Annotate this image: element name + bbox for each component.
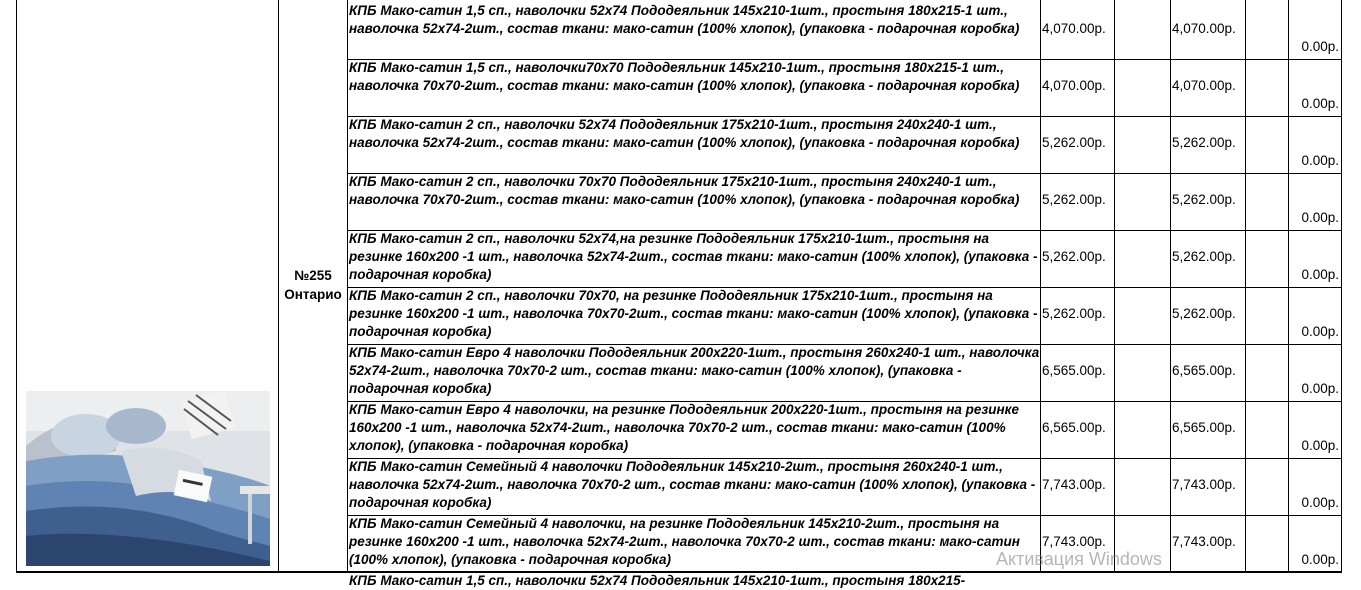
row-7-price: 6,565.00р. (1042, 363, 1106, 378)
row-7-description: КПБ Мако-сатин Евро 4 наволочки Пододеяльник 200х220-1шт., простыня 260х240-1 шт., наволочка 52х74-2шт., наволочка 70х70-2 шт., состав ткани: мако-сатин (100% хлопок), (упаковка - подарочная коробка) (349, 345, 1040, 396)
row-6-total: 5,262.00р. (1172, 306, 1236, 321)
row-7-total: 6,565.00р. (1172, 363, 1236, 378)
model-label (279, 266, 347, 304)
row-6-description: КПБ Мако-сатин 2 сп., наволочки 70х70, на резинке Пододеяльник 175х210-1шт., простыня на резинке 160х200 -1 шт., наволочка 70х70-2шт., состав ткани: мако-сатин (100% хлопок), (упаковка - подарочная коробка) (349, 288, 1038, 339)
row-9-description: КПБ Мако-сатин Семейный 4 наволочки Пододеяльник 145х210-2шт., простыня 260х240-1 шт., наволочка 52х74-2шт., наволочка 70х70-2 шт., состав ткани: мако-сатин (100% хлопок), (упаковка - подарочная коробка) (349, 459, 1036, 510)
row-5-total: 5,262.00р. (1172, 249, 1236, 264)
model-name: Онтарио (284, 287, 342, 302)
model-number: №255 (294, 268, 332, 283)
grid-line (1170, 0, 1171, 572)
activation-watermark: Активация Windows (996, 549, 1162, 569)
row-9-price: 7,743.00р. (1042, 477, 1106, 492)
row-10-price: 7,743.00р. (1042, 534, 1106, 549)
grid-line (1245, 0, 1246, 572)
row-6-discount: 0.00р. (1301, 324, 1339, 339)
row-7-discount: 0.00р. (1301, 381, 1339, 396)
row-9-discount: 0.00р. (1301, 495, 1339, 510)
row-8-total: 6,565.00р. (1172, 420, 1236, 435)
row-4-price: 5,262.00р. (1042, 192, 1106, 207)
row-3-total: 5,262.00р. (1172, 135, 1236, 150)
row-2-total: 4,070.00р. (1172, 78, 1236, 93)
row-8-discount: 0.00р. (1301, 438, 1339, 453)
row-3-discount: 0.00р. (1301, 153, 1339, 168)
row-2-discount: 0.00р. (1301, 96, 1339, 111)
row-1-discount: 0.00р. (1301, 39, 1339, 54)
row-1-description: КПБ Мако-сатин 1,5 сп., наволочки 52х74 Пододеяльник 145х210-1шт., простыня 180х215-1 шт., наволочка 52х74-2шт., состав ткани: мако-сатин (100% хлопок), (упаковка - подарочная коробка) (349, 3, 1020, 36)
next-row-partial-text: КПБ Мако-сатин 1,5 сп., наволочки 52х74 Пододеяльник 145х210-1шт., простыня 180х215- (349, 573, 966, 588)
row-1-total: 4,070.00р. (1172, 21, 1236, 36)
row-2-description: КПБ Мако-сатин 1,5 сп., наволочки70х70 Пододеяльник 145х210-1шт., простыня 180х215-1 шт., наволочка 70х70-2шт., состав ткани: мако-сатин (100% хлопок), (упаковка - подарочная коробка) (349, 60, 1020, 93)
row-8-price: 6,565.00р. (1042, 420, 1106, 435)
row-3-price: 5,262.00р. (1042, 135, 1106, 150)
row-10-total: 7,743.00р. (1172, 534, 1236, 549)
row-4-discount: 0.00р. (1301, 210, 1339, 225)
row-5-discount: 0.00р. (1301, 267, 1339, 282)
row-10-discount: 0.00р. (1301, 552, 1339, 567)
grid-line (347, 0, 348, 572)
row-8-description: КПБ Мако-сатин Евро 4 наволочки, на резинке Пододеяльник 200х220-1шт., простыня на резинке 160х200 -1 шт., наволочка 52х74-2шт., наволочка 70х70-2 шт., состав ткани: мако-сатин (100% хлопок), (упаковка - подарочная коробка) (349, 402, 1020, 453)
product-photo (26, 391, 270, 566)
grid-line (1114, 0, 1115, 572)
grid-line (1341, 0, 1342, 572)
row-3-description: КПБ Мако-сатин 2 сп., наволочки 52х74 Пододеяльник 175х210-1шт., простыня 240х240-1 шт., наволочка 52х74-2шт., состав ткани: мако-сатин (100% хлопок), (упаковка - подарочная коробка) (349, 117, 1020, 150)
row-5-price: 5,262.00р. (1042, 249, 1106, 264)
row-9-total: 7,743.00р. (1172, 477, 1236, 492)
grid-line (16, 0, 17, 572)
row-4-total: 5,262.00р. (1172, 192, 1236, 207)
row-5-description: КПБ Мако-сатин 2 сп., наволочки 52х74,на резинке Пододеяльник 175х210-1шт., простыня на резинке 160х200 -1 шт., наволочка 52х74-2шт., состав ткани: мако-сатин (100% хлопок), (упаковка - подарочная коробка) (349, 231, 1038, 282)
bedding-image (26, 391, 270, 566)
row-2-price: 4,070.00р. (1042, 78, 1106, 93)
grid-line (1288, 0, 1289, 572)
row-4-description: КПБ Мако-сатин 2 сп., наволочки 70х70 Пододеяльник 175х210-1шт., простыня 240х240-1 шт., наволочка 70х70-2шт., состав ткани: мако-сатин (100% хлопок), (упаковка - подарочная коробка) (349, 174, 1020, 207)
row-1-price: 4,070.00р. (1042, 21, 1106, 36)
row-6-price: 5,262.00р. (1042, 306, 1106, 321)
row-10-description: КПБ Мако-сатин Семейный 4 наволочки, на резинке Пододеяльник 145х210-2шт., простыня на резинке 160х200 -1 шт., наволочка 52х74-2шт., наволочка 70х70-2 шт., состав ткани: мако-сатин (100% хлопок), (упаковка - подарочная коробка) (349, 516, 1020, 567)
